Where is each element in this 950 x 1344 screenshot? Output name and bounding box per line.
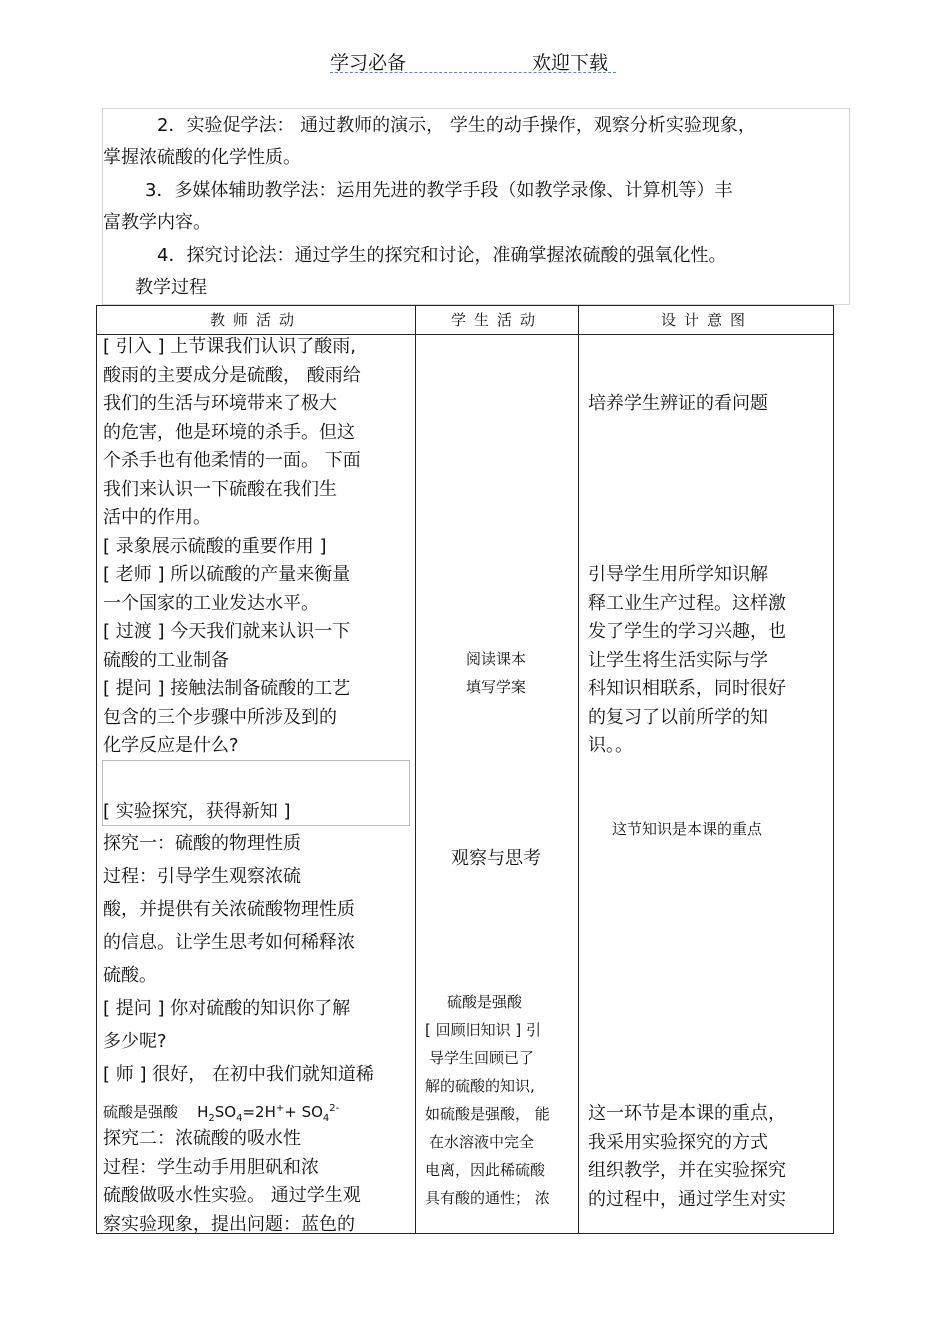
teacher-line: [ 提问 ] 你对硫酸的知识你了解: [103, 998, 351, 1019]
student-line: 电离，因此稀硫酸: [425, 1161, 546, 1179]
teacher-line: 酸雨的主要成分是硫酸， 酸雨给: [103, 364, 361, 386]
teacher-line: 的危害，他是环境的杀手。但这: [103, 421, 355, 443]
teacher-line: 探究一：硫酸的物理性质: [103, 833, 301, 854]
teacher-line: 个杀手也有他柔情的一面。 下面: [103, 450, 361, 471]
equation-so: SO: [214, 1103, 237, 1121]
teacher-line: 探究二：浓硫酸的吸水性: [103, 1128, 301, 1149]
method-3-line2: 富教学内容。: [103, 212, 211, 233]
teacher-line: 化学反应是什么?: [103, 735, 239, 756]
design-line: 识。。: [588, 735, 633, 756]
method-2-line2: 掌握浓硫酸的化学性质。: [103, 147, 301, 168]
equation-eq: =2H: [242, 1103, 276, 1121]
teacher-activity-explore: [103, 827, 374, 1091]
method-4-line1: 4．探究讨论法：通过学生的探究和讨论，准确掌握浓硫酸的强氧化性。: [157, 245, 727, 266]
teacher-activity-absorb: [103, 1125, 361, 1239]
equation-sub-4: 4: [236, 1113, 243, 1124]
design-intent-dialectic: 培养学生辨证的看问题: [588, 393, 768, 414]
teacher-line: 过程：学生动手用胆矾和浓: [103, 1156, 319, 1178]
design-line: 的复习了以前所学的知: [588, 706, 768, 728]
teacher-line: 察实验现象，提出问题：蓝色的: [103, 1213, 355, 1235]
column-divider: [415, 306, 416, 1233]
teacher-line: 过程：引导学生观察浓硫: [103, 866, 301, 887]
teacher-line: 我们来认识一下硫酸在我们生: [103, 478, 337, 500]
design-line: 我采用实验探究的方式: [588, 1131, 768, 1153]
design-intent-experiment: [588, 1100, 786, 1214]
student-line: [ 回顾旧知识 ] 引: [425, 1021, 542, 1039]
method-2-line1: 2．实验促学法： 通过教师的演示， 学生的动手操作，观察分析实验现象，: [157, 115, 756, 136]
student-activity-review: [425, 988, 550, 1212]
design-line: 科知识相联系，同时很好: [588, 678, 786, 699]
teacher-line: 活中的作用。: [103, 507, 211, 528]
teacher-line: [ 引入 ] 上节课我们认识了酸雨,: [103, 336, 356, 357]
process-title: 教学过程: [135, 277, 207, 298]
teacher-line: [ 录象展示硫酸的重要作用 ]: [103, 535, 327, 557]
teacher-line: 硫酸做吸水性实验。 通过学生观: [103, 1185, 361, 1206]
equation-sub-2: 2: [208, 1113, 215, 1124]
teacher-line: 的信息。让学生思考如何稀释浓: [103, 932, 355, 953]
design-line: 释工业生产过程。这样激: [588, 592, 786, 614]
equation-charge: 2-: [329, 1103, 340, 1114]
teacher-line: 包含的三个步骤中所涉及到的: [103, 706, 337, 728]
student-activity-read: [415, 645, 577, 701]
design-intent-key: 这节知识是本课的重点: [612, 820, 763, 838]
design-line: 这一环节是本课的重点，: [588, 1103, 786, 1124]
header-student: 学生活动: [450, 311, 543, 329]
teacher-line: 多少呢?: [103, 1031, 167, 1052]
header-left: 学习必备: [330, 52, 407, 74]
teacher-line: [ 提问 ] 接触法制备硫酸的工艺: [103, 678, 351, 699]
teacher-line: [ 过渡 ] 今天我们就来认识一下: [103, 621, 351, 642]
header-underline: [330, 72, 616, 73]
design-line: 发了学生的学习兴趣，也: [588, 621, 786, 642]
student-line: 导学生回顾已了: [429, 1049, 535, 1067]
student-activity-observe: 观察与思考: [451, 848, 541, 869]
teacher-line: 硫酸。: [103, 965, 157, 986]
teacher-line: 酸，并提供有关浓硫酸物理性质: [103, 899, 355, 920]
teacher-line: 我们的生活与环境带来了极大: [103, 393, 337, 414]
design-intent-industry: [588, 561, 786, 761]
experiment-title: [ 实验探究，获得新知 ]: [103, 801, 291, 822]
column-divider: [578, 306, 579, 1233]
equation-sup-plus: +: [275, 1103, 285, 1114]
design-line: 组织教学，并在实验探究: [588, 1160, 786, 1181]
student-line: 硫酸是强酸: [447, 993, 523, 1011]
student-line: 如硫酸是强酸， 能: [425, 1105, 550, 1123]
student-line: 阅读课本: [465, 650, 526, 668]
student-line: 解的硫酸的知识,: [425, 1077, 535, 1095]
teacher-line: 硫酸的工业制备: [103, 649, 229, 671]
header-right: 欢迎下载: [532, 52, 609, 74]
header-design: 设计意图: [660, 311, 753, 329]
design-line: 的过程中，通过学生对实: [588, 1188, 786, 1210]
equation-h: H: [197, 1103, 209, 1121]
equation-sub-4b: 4: [322, 1113, 330, 1124]
method-3-line1: 3．多媒体辅助教学法：运用先进的教学手段（如教学录像、计算机等）丰: [145, 180, 733, 201]
student-line: 在水溶液中完全: [429, 1133, 535, 1151]
teacher-line: 一个国家的工业发达水平。: [103, 592, 319, 614]
teacher-activity-intro: [103, 333, 361, 761]
teacher-line: [ 老师 ] 所以硫酸的产量来衡量: [103, 564, 351, 585]
design-line: 引导学生用所学知识解: [588, 564, 768, 585]
student-line: 具有酸的通性； 浓: [425, 1189, 550, 1207]
equation-mid: + SO: [284, 1103, 323, 1121]
teacher-line: [ 师 ] 很好， 在初中我们就知道稀: [103, 1064, 374, 1085]
student-line: 填写学案: [465, 678, 526, 696]
design-line: 让学生将生活实际与学: [588, 649, 768, 671]
equation-prefix: 硫酸是强酸: [103, 1103, 179, 1121]
header-teacher: 教师活动: [209, 311, 302, 329]
